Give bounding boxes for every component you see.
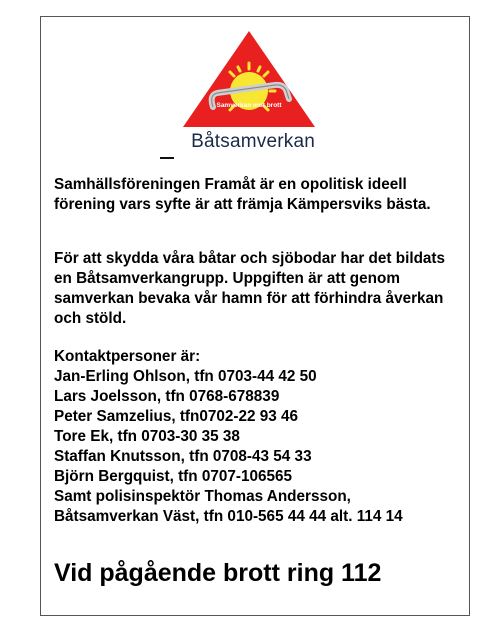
logo-tagline: Samverkan mot brott — [216, 102, 282, 109]
warning-triangle-icon — [179, 29, 319, 133]
contact-list — [54, 347, 454, 527]
contact-line: Lars Joelsson, tfn 0768-678839 — [54, 388, 280, 405]
contact-line: Björn Bergquist, tfn 0707-106565 — [54, 468, 293, 485]
notice-sheet — [40, 16, 470, 616]
contact-line: Jan-Erling Ohlson, tfn 0703-44 42 50 — [54, 368, 317, 385]
emergency-notice: Vid pågående brott ring 112 — [54, 559, 382, 587]
purpose-paragraph: För att skydda våra båtar och sjöbodar har det bildats en Båtsamverkangrupp. Uppgiften är att genom samverkan bevaka vår hamn för att förhindra åverkan och stöld. — [54, 250, 446, 327]
contact-line: Samt polisinspektör Thomas Andersson, — [54, 488, 351, 505]
contact-line: Båtsamverkan Väst, tfn 010-565 44 44 alt. 114 14 — [54, 508, 403, 525]
contact-line: Peter Samzelius, tfn0702-22 93 46 — [54, 408, 299, 425]
intro-paragraph: Samhällsföreningen Framåt är en opolitisk ideell förening vars syfte är att främja Kämpersviks bästa. — [54, 176, 431, 213]
contact-line: Staffan Knutsson, tfn 0708-43 54 33 — [54, 448, 312, 465]
logo-name: Båtsamverkan — [191, 131, 315, 152]
batsamverkan-logo — [179, 29, 319, 167]
logo-dash — [160, 157, 174, 159]
contact-line: Tore Ek, tfn 0703-30 35 38 — [54, 428, 240, 445]
contacts-heading: Kontaktpersoner är: — [54, 348, 201, 365]
